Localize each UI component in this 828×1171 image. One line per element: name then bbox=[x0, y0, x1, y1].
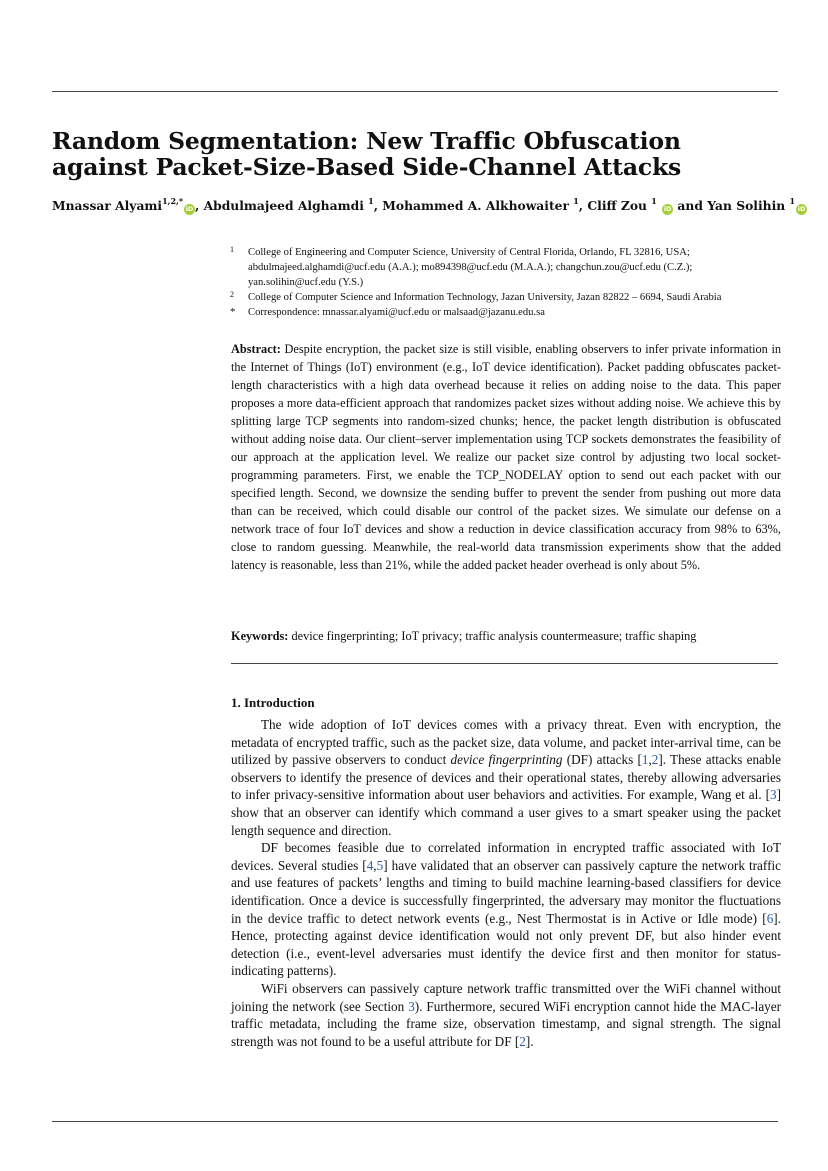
citation-link[interactable]: 6 bbox=[766, 910, 774, 926]
section-link[interactable]: 3 bbox=[408, 998, 415, 1014]
keywords-rule bbox=[231, 663, 778, 664]
citation-link[interactable]: 2 bbox=[651, 752, 659, 768]
top-rule bbox=[52, 91, 778, 92]
orcid-icon[interactable]: iD bbox=[797, 205, 806, 213]
abstract-label: Abstract: bbox=[231, 342, 281, 356]
affiliation-line: College of Engineering and Computer Science, University of Central Florida, Orlando, FL 32816, USA; bbox=[248, 247, 690, 258]
author-affil-mark: 1 bbox=[789, 195, 796, 206]
keywords-label: Keywords: bbox=[231, 629, 289, 643]
affiliation-mark: 1 bbox=[230, 245, 234, 254]
orcid-icon[interactable]: iD bbox=[185, 205, 194, 213]
abstract-text: Despite encryption, the packet size is still visible, enabling observers to infer private information in the Internet of Things (IoT) environment (e.g., IoT device identification). Packet padding obfuscates packet-length characteristics with a high data overhead because it relies on adding noise to the data. This paper proposes a more data-efficient approach that randomizes packet sizes without adding noise. We achieve this by splitting large TCP segments into random-sized chunks; hence, the packet length distribution is obfuscated without adding noise data. Our client–server implementation using TCP sockets demonstrates the feasibility of our approach at the application level. We realize our packet size control by adjusting two local socket-programming parameters. First, we enable the TCP_NODELAY option to send out each packet with our specified length. Second, we downsize the sending buffer to prevent the sender from pushing out more data than can be received, which could disable our control of the packet sizes. We simulate our defense on a network trace of four IoT devices and show a reduction in device classification accuracy from 98% to 63%, close to random guessing. Meanwhile, the real-world data transmission experiments show that the added latency is reasonable, less than 21%, while the added packet header overhead is only about 5%. bbox=[231, 342, 782, 572]
paragraph: WiFi observers can passively capture network traffic transmitted over the WiFi channel without joining the network (see Section 3). Furthermore, secured WiFi encryption cannot hide the MAC-layer traffic metadata, including the frame size, observation timestamp, and signal strength. The signal strength was not found to be a useful attribute for DF [2]. bbox=[231, 980, 782, 1049]
author-name[interactable]: Mohammed A. Alkhowaiter bbox=[382, 198, 569, 213]
citation-link[interactable]: 1 bbox=[641, 752, 649, 768]
affiliation-emails[interactable]: abdulmajeed.alghamdi@ucf.edu (A.A.); mo894398@ucf.edu (M.A.A.); changchun.zou@ucf.edu (C.Z.); bbox=[248, 262, 693, 273]
orcid-icon[interactable]: iD bbox=[663, 205, 672, 213]
author-affil-mark: 1 bbox=[651, 195, 657, 206]
author-name[interactable]: Yan Solihin bbox=[707, 198, 786, 213]
keywords-text: device fingerprinting; IoT privacy; traffic analysis countermeasure; traffic shaping bbox=[291, 629, 697, 643]
citation-link[interactable]: 5 bbox=[376, 857, 384, 873]
bottom-rule bbox=[52, 1121, 778, 1122]
abstract bbox=[231, 340, 781, 574]
affiliation-emails[interactable]: yan.solihin@ucf.edu (Y.S.) bbox=[248, 277, 364, 288]
affiliation-line: College of Computer Science and Information Technology, Jazan University, Jazan 82822 – 6694, Saudi Arabia bbox=[248, 292, 722, 303]
section-heading: 1. Introduction bbox=[231, 695, 315, 710]
citation-link[interactable]: 3 bbox=[770, 787, 777, 803]
affiliation-mark: 2 bbox=[230, 290, 234, 299]
author-name[interactable]: Cliff Zou bbox=[587, 198, 647, 213]
paragraph: DF becomes feasible due to correlated information in encrypted traffic associated with IoT devices. Several studies [4,5] have validated that an observer can passively capture the network traffic and use features of packets’ lengths and timing to build machine learning-based classifiers for device identification. Once a device is successfully fingerprinted, the adversary may monitor the fluctuations in the device traffic to detect network events (e.g., Nest Thermostat is in Active or Idle mode) [6]. Hence, protecting against device identification would not only prevent DF, but also hinder event detection (i.e., event-level adversaries must identify the device first and then monitor for status-indicating patterns). bbox=[231, 840, 781, 979]
affiliation-2 bbox=[230, 290, 790, 305]
paper-title: Random Segmentation: New Traffic Obfuscation against Packet-Size-Based Side-Channel Attacks bbox=[52, 127, 682, 181]
correspondence-line[interactable]: Correspondence: mnassar.alyami@ucf.edu or malsaad@jazanu.edu.sa bbox=[248, 307, 545, 318]
author-name[interactable]: Abdulmajeed Alghamdi bbox=[203, 198, 364, 213]
introduction-body bbox=[231, 716, 781, 1050]
emphasis: device fingerprinting bbox=[450, 752, 563, 768]
paragraph: The wide adoption of IoT devices comes with a privacy threat. Even with encryption, the metadata of encrypted traffic, such as the packet size, data volume, and packet inter-arrival time, can be utilized by passive observers to conduct device fingerprinting (DF) attacks [1,2]. These attacks enable observers to identify the presence of devices and their operational states, thereby allowing adversaries to infer privacy-sensitive information about user behaviors and activities. For example, Wang et al. [3] show that an observer can identify which command a user gives to a smart speaker using the packet length sequence and direction. bbox=[231, 717, 782, 838]
author-affil-mark: 1 bbox=[368, 195, 374, 206]
correspondence-mark: * bbox=[230, 306, 236, 318]
author-affil-mark: 1,2,* bbox=[162, 195, 183, 206]
affiliations bbox=[230, 245, 790, 320]
author-name[interactable]: Mnassar Alyami bbox=[52, 198, 163, 213]
author-affil-mark: 1 bbox=[573, 195, 579, 206]
citation-link[interactable]: 2 bbox=[519, 1033, 526, 1049]
correspondence bbox=[230, 305, 790, 320]
author-list: Mnassar Alyami$^{1,2,*}$iD , Abdulmajeed Alghamdi $^1$, Mohammed A. Alkhowaiter $^1$, Cliff Zou $^1$ iD and Yan Solihin $^1$iD bbox=[52, 195, 806, 213]
citation-link[interactable]: 4 bbox=[366, 857, 374, 873]
affiliation-1 bbox=[230, 245, 790, 290]
keywords bbox=[231, 627, 781, 645]
